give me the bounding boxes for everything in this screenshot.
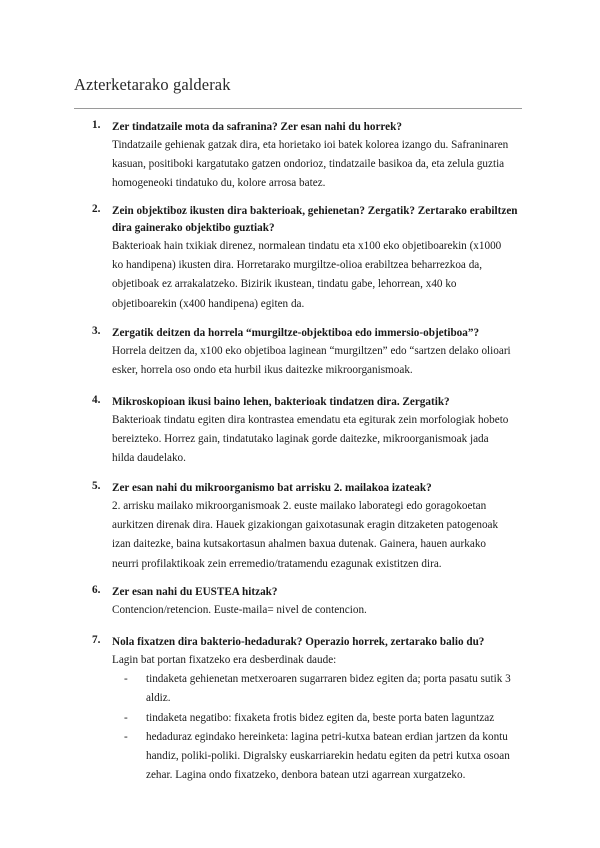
question-item xyxy=(92,394,532,469)
answer-line: kasuan, positiboki kargatutako gatzen ondorioz, tindatzaile basikoa da, eta zelula guztia xyxy=(112,158,505,171)
answer-text xyxy=(112,411,532,469)
list-line: zehar. Lagina ondo fixatzeko, denbora batean utzi agarrean xurgatzeko. xyxy=(146,769,466,782)
question-text: Zein objektiboz ikusten dira bakterioak, gehienetan? Zergatik? Zertarako erabiltzen dira gainerako objektibo guztiak? xyxy=(112,205,518,234)
answer-line: homogeneoki tindatuko du, kolore arrosa batez. xyxy=(112,177,326,190)
answer-line: aurkitzen direnak dira. Hauek gizakiongan gaixotasunak eragin ditzaketen patogenoak xyxy=(112,519,499,532)
answer-text xyxy=(112,136,532,194)
answer-text xyxy=(112,601,532,620)
list-line: handiz, poliki-poliki. Digralsky euskarriarekin hedatu egiten da petri kutxa osoan xyxy=(146,750,510,763)
answer-line: objetiboak ez arrakalatzeko. Bizirik ikustean, tindatu gabe, lehorrean, x40 ko xyxy=(112,278,457,291)
answer-line: Horrela deitzen da, x100 eko objetiboa laginean “murgiltzen” edo “sartzen delako olioari xyxy=(112,345,511,357)
question-item xyxy=(92,325,532,380)
list-line: hedaduraz egindako hereinketa: lagina petri-kutxa batean erdian jartzen da kontu xyxy=(146,730,508,743)
answer-line: Tindatzaile gehienak gatzak dira, eta horietako ioi batek kolorea izango du. Safraninaren xyxy=(112,139,509,151)
question-text: Zer esan nahi du EUSTEA hitzak? xyxy=(112,586,278,598)
question-text: Zergatik deitzen da horrela “murgiltze-objektiboa edo immersio-objetiboa”? xyxy=(112,327,480,339)
answer-line: 2. arrisku mailako mikroorganismoak 2. euste mailako laborategi edo goragokoetan xyxy=(112,500,487,512)
question-text: Zer tindatzaile mota da safranina? Zer esan nahi du horrek? xyxy=(112,121,402,133)
question-item xyxy=(92,119,532,194)
answer-text xyxy=(112,237,532,314)
list-item xyxy=(112,728,532,786)
list-item xyxy=(112,670,532,708)
answer-line: Bakterioak hain txikiak direnez, normalean tindatu eta x100 eko objetiboarekin (x1000 xyxy=(112,240,502,252)
question-number: 3. xyxy=(92,325,101,337)
question-number: 4. xyxy=(92,394,101,406)
answer-text xyxy=(112,651,532,670)
answer-line: esker, horrela oso ondo eta hurbil ikus daitezke mikroorganismoak. xyxy=(112,364,413,377)
list-dash: - xyxy=(124,711,128,724)
answer-line: neurri profilaktikoak zein erremedio/tratamendu ezagunak existitzen dira. xyxy=(112,557,442,570)
list-dash: - xyxy=(124,673,128,686)
answer-text xyxy=(112,342,532,380)
question-text: Zer esan nahi du mikroorganismo bat arrisku 2. mailakoa izateak? xyxy=(112,482,432,494)
title-divider xyxy=(74,108,522,109)
question-text: Mikroskopioan ikusi baino lehen, bakterioak tindatzen dira. Zergatik? xyxy=(112,396,450,408)
answer-line: Lagin bat portan fixatzeko era desberdinak daude: xyxy=(112,654,337,666)
question-number: 5. xyxy=(92,480,101,492)
question-item xyxy=(92,480,532,574)
answer-line: Bakterioak tindatu egiten dira kontrastea emendatu eta egiturak zein morfologiak hobeto xyxy=(112,414,509,426)
question-item xyxy=(92,584,532,620)
question-item xyxy=(92,203,532,314)
question-number: 2. xyxy=(92,203,101,215)
page-title: Azterketarako galderak xyxy=(74,75,231,94)
list-line: tindaketa negatibo: fixaketa frotis bidez egiten da, beste porta baten laguntzaz xyxy=(146,711,495,724)
answer-line: Contencion/retencion. Euste-maila= nivel de contencion. xyxy=(112,604,367,616)
answer-line: hilda daudelako. xyxy=(112,452,186,465)
list-item xyxy=(112,709,532,728)
question-text: Nola fixatzen dira bakterio-hedadurak? Operazio horrek, zertarako balio du? xyxy=(112,636,485,648)
method-list xyxy=(112,670,532,785)
answer-line: izan daitezke, baina kutsakortasun ahalmen baxua dutenak. Gainera, hauen aurkako xyxy=(112,538,487,551)
answer-text xyxy=(112,497,532,574)
list-dash: - xyxy=(124,730,128,743)
question-number: 7. xyxy=(92,634,101,646)
answer-line: bereizteko. Horrez gain, tindatutako laginak gorde daitezke, mikroorganismoak jada xyxy=(112,433,489,446)
question-number: 6. xyxy=(92,584,101,596)
list-line: aldiz. xyxy=(146,692,171,705)
question-item xyxy=(92,634,532,785)
answer-line: objetiboarekin (x400 handipena) egiten da. xyxy=(112,297,305,310)
answer-line: ko handipena) ikusten dira. Horretarako murgiltze-olioa erabiltzea beharrezkoa da, xyxy=(112,259,483,272)
list-line: tindaketa gehienetan metxeroaren sugarraren bidez egiten da; porta pasatu sutik 3 xyxy=(146,673,511,686)
question-number: 1. xyxy=(92,119,101,131)
